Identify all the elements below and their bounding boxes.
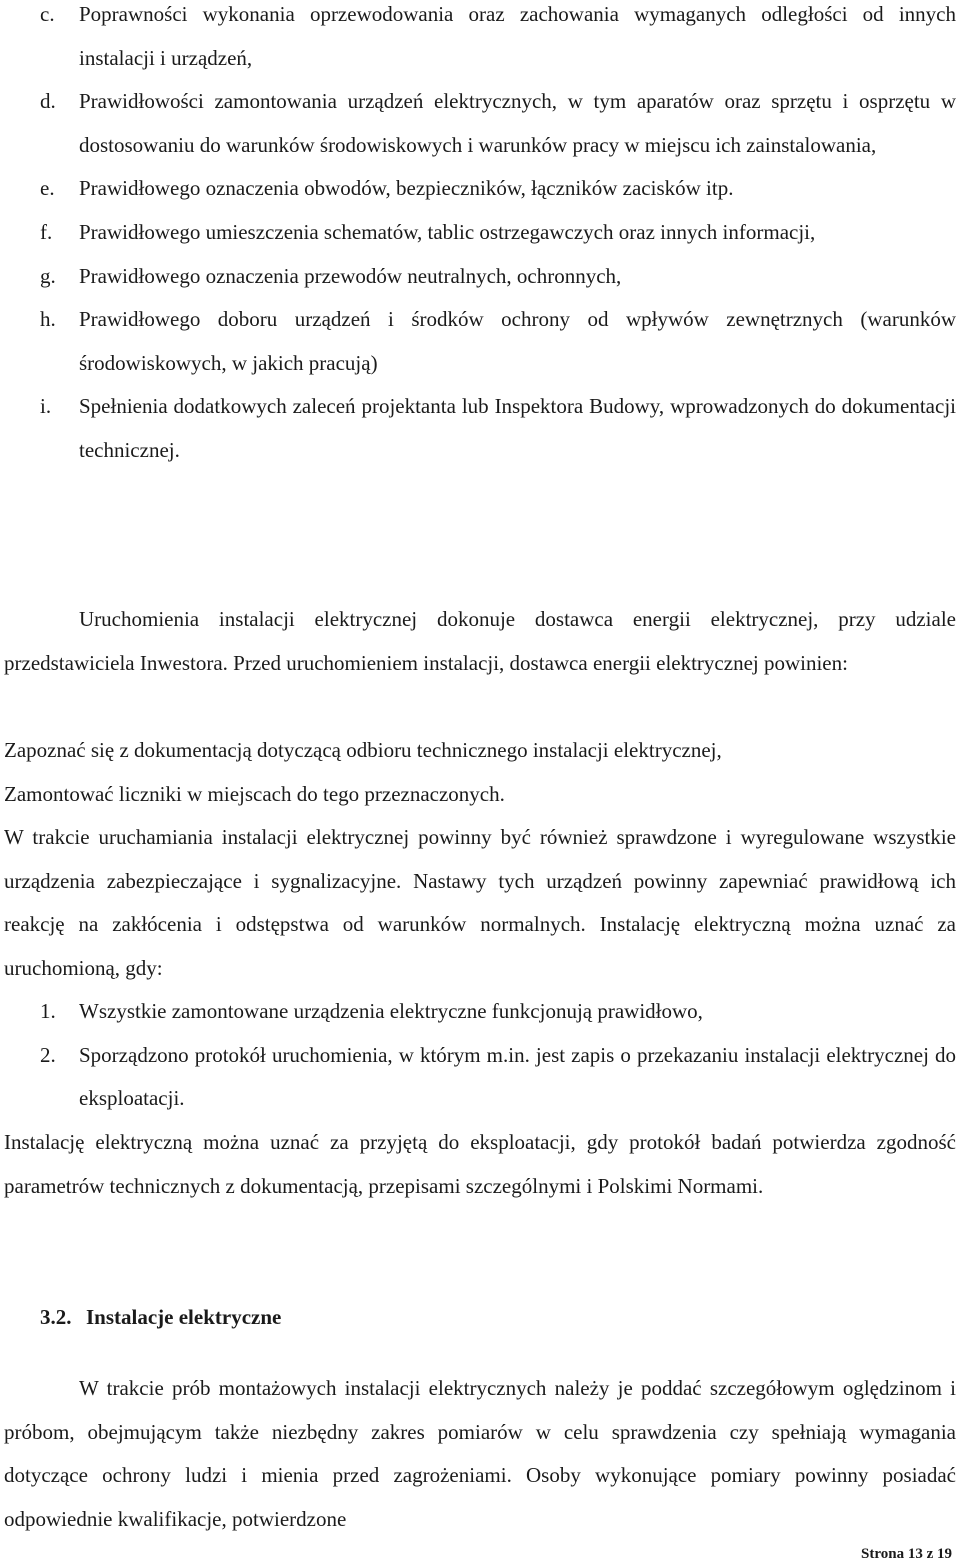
paragraph-tests: W trakcie prób montażowych instalacji elektrycznych należy je poddać szczegółowym oględzinom i próbom, obejmującym także niezbędny zakres pomiarów w celu sprawdzenia czy spełniają wymagania dotyczące ochrony ludzi i mienia przed zagrożeniami. Osoby wykonujące pomiary powinny posiadać odpowiednie kwalifikacje, potwierdzone (4, 1376, 956, 1531)
list-item-text: Spełnienia dodatkowych zaleceń projektanta lub Inspektora Budowy, wprowadzonych do dokumentacji technicznej. (79, 394, 956, 462)
page-footer: Strona 13 z 19 (861, 1546, 952, 1562)
list-item-text: Sporządzono protokół uruchomienia, w którym m.in. jest zapis o przekazaniu instalacji elektrycznej do eksploatacji. (79, 1042, 956, 1111)
section-title: Instalacje elektryczne (86, 1305, 282, 1329)
list-item-text: Prawidłowego oznaczenia przewodów neutralnych, ochronnych, (79, 263, 622, 288)
numbered-item (0, 1034, 960, 1121)
list-item (0, 298, 960, 385)
paragraph-install-meters: Zamontować liczniki w miejscach do tego przeznaczonych. (4, 782, 505, 806)
list-item-text: Wszystkie zamontowane urządzenia elektryczne funkcjonują prawidłowo, (79, 999, 703, 1023)
list-item-text: Prawidłowego doboru urządzeń i środków ochrony od wpływów zewnętrznych (warunków środowiskowych, w jakich pracują) (79, 307, 956, 375)
list-item-text: Prawidłowości zamontowania urządzeń elektrycznych, w tym aparatów oraz sprzętu i osprzętu w dostosowaniu do warunków środowiskowych i warunków pracy w miejscu ich zainstalowania, (79, 89, 956, 157)
list-item (0, 211, 960, 255)
list-marker: 1. (40, 999, 56, 1023)
list-marker: g. (40, 263, 56, 288)
paragraph-acceptance: Instalację elektryczną można uznać za przyjętą do eksploatacji, gdy protokół badań potwierdza zgodność parametrów technicznych z dokumentacją, przepisami szczególnymi i Polskimi Normami. (4, 1130, 956, 1198)
list-item (0, 167, 960, 211)
list-item (0, 0, 960, 80)
list-item-text: Prawidłowego oznaczenia obwodów, bezpieczników, łączników zacisków itp. (79, 176, 734, 201)
list-item-text: Prawidłowego umieszczenia schematów, tablic ostrzegawczych oraz innych informacji, (79, 219, 816, 244)
paragraph-during-startup: W trakcie uruchamiania instalacji elektrycznej powinny być również sprawdzone i wyregulowane wszystkie urządzenia zabezpieczające i sygnalizacyjne. Nastawy tych urządzeń powinny zapewniać prawidłową ich reakcję na zakłócenia i odstępstwa od warunków normalnych. Instalację elektryczną można uznać za uruchomioną, gdy: (4, 825, 956, 980)
list-item (0, 385, 960, 472)
list-marker: d. (40, 89, 56, 114)
numbered-list (0, 990, 960, 1121)
list-marker: i. (40, 394, 52, 419)
list-marker: 2. (40, 1042, 56, 1067)
list-item-text: Poprawności wykonania oprzewodowania oraz zachowania wymaganych odległości od innych instalacji i urządzeń, (79, 2, 956, 70)
section-number: 3.2. (40, 1305, 72, 1329)
list-marker: f. (40, 219, 53, 244)
list-item (0, 80, 960, 167)
list-marker: c. (40, 2, 55, 26)
section-heading (40, 1296, 281, 1340)
list-item (0, 255, 960, 299)
lettered-list (0, 0, 960, 473)
list-marker: h. (40, 307, 56, 332)
paragraph-commissioning: Uruchomienia instalacji elektrycznej dokonuje dostawca energii elektrycznej, przy udziale przedstawiciela Inwestora. Przed uruchomieniem instalacji, dostawca energii elektrycznej powinien: (4, 607, 956, 675)
paragraph-review-docs: Zapoznać się z dokumentacją dotyczącą odbioru technicznego instalacji elektrycznej, (4, 738, 722, 762)
numbered-item (0, 990, 960, 1034)
list-marker: e. (40, 176, 55, 201)
